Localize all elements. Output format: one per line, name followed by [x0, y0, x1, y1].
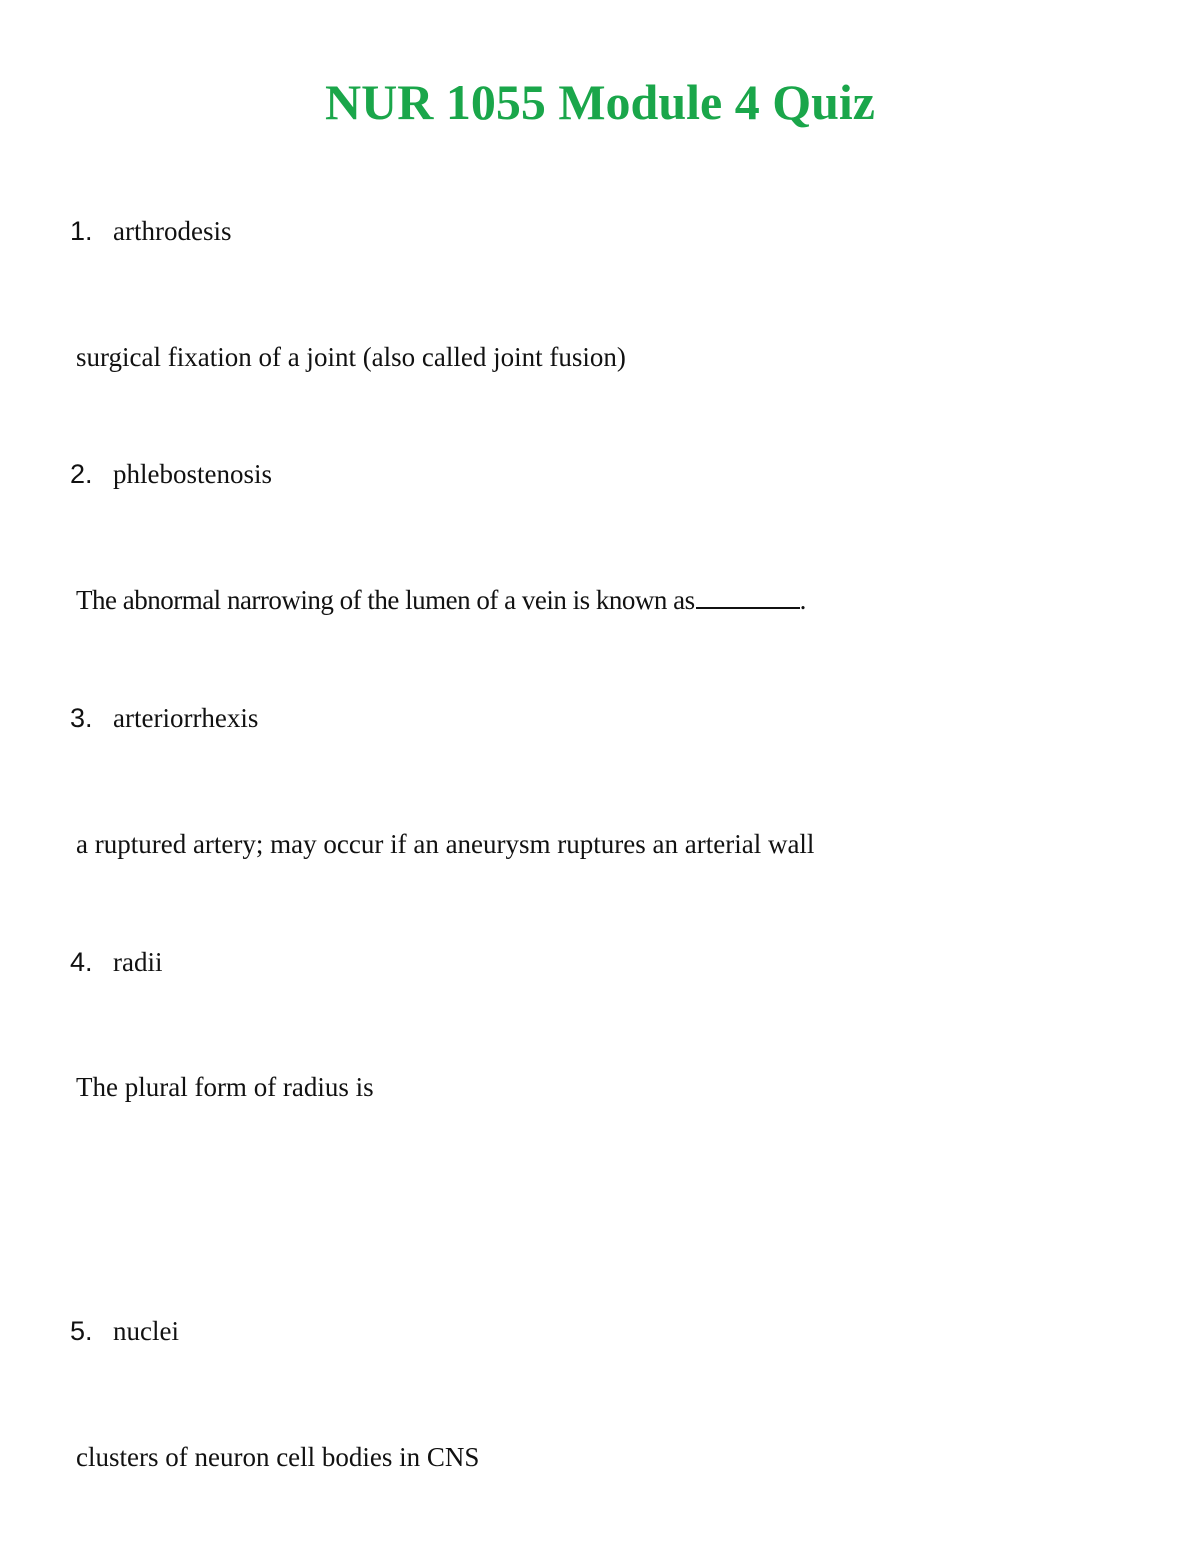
answer-text: The abnormal narrowing of the lumen of a vein is known as — [76, 585, 695, 615]
answer-5: clusters of neuron cell bodies in CNS — [76, 1442, 480, 1472]
question-term: nuclei — [113, 1316, 179, 1346]
answer-4: The plural form of radius is — [76, 1072, 374, 1102]
question-term: phlebostenosis — [113, 459, 272, 489]
question-number: 2. — [70, 459, 93, 489]
question-2 — [70, 454, 272, 494]
answer-suffix: . — [799, 585, 806, 615]
question-term: arthrodesis — [113, 216, 232, 246]
question-4 — [70, 942, 162, 982]
question-term: radii — [113, 947, 163, 977]
question-3 — [70, 698, 258, 738]
question-1 — [70, 211, 231, 251]
page-title: NUR 1055 Module 4 Quiz — [325, 74, 875, 130]
question-term: arteriorrhexis — [113, 703, 259, 733]
question-number: 1. — [70, 216, 93, 246]
question-5 — [70, 1311, 179, 1351]
question-number: 4. — [70, 947, 93, 977]
question-number: 5. — [70, 1316, 93, 1346]
answer-1: surgical fixation of a joint (also called joint fusion) — [76, 342, 626, 372]
answer-2 — [76, 580, 806, 620]
question-number: 3. — [70, 703, 93, 733]
fill-in-blank — [696, 607, 800, 609]
answer-3: a ruptured artery; may occur if an aneurysm ruptures an arterial wall — [76, 829, 815, 859]
